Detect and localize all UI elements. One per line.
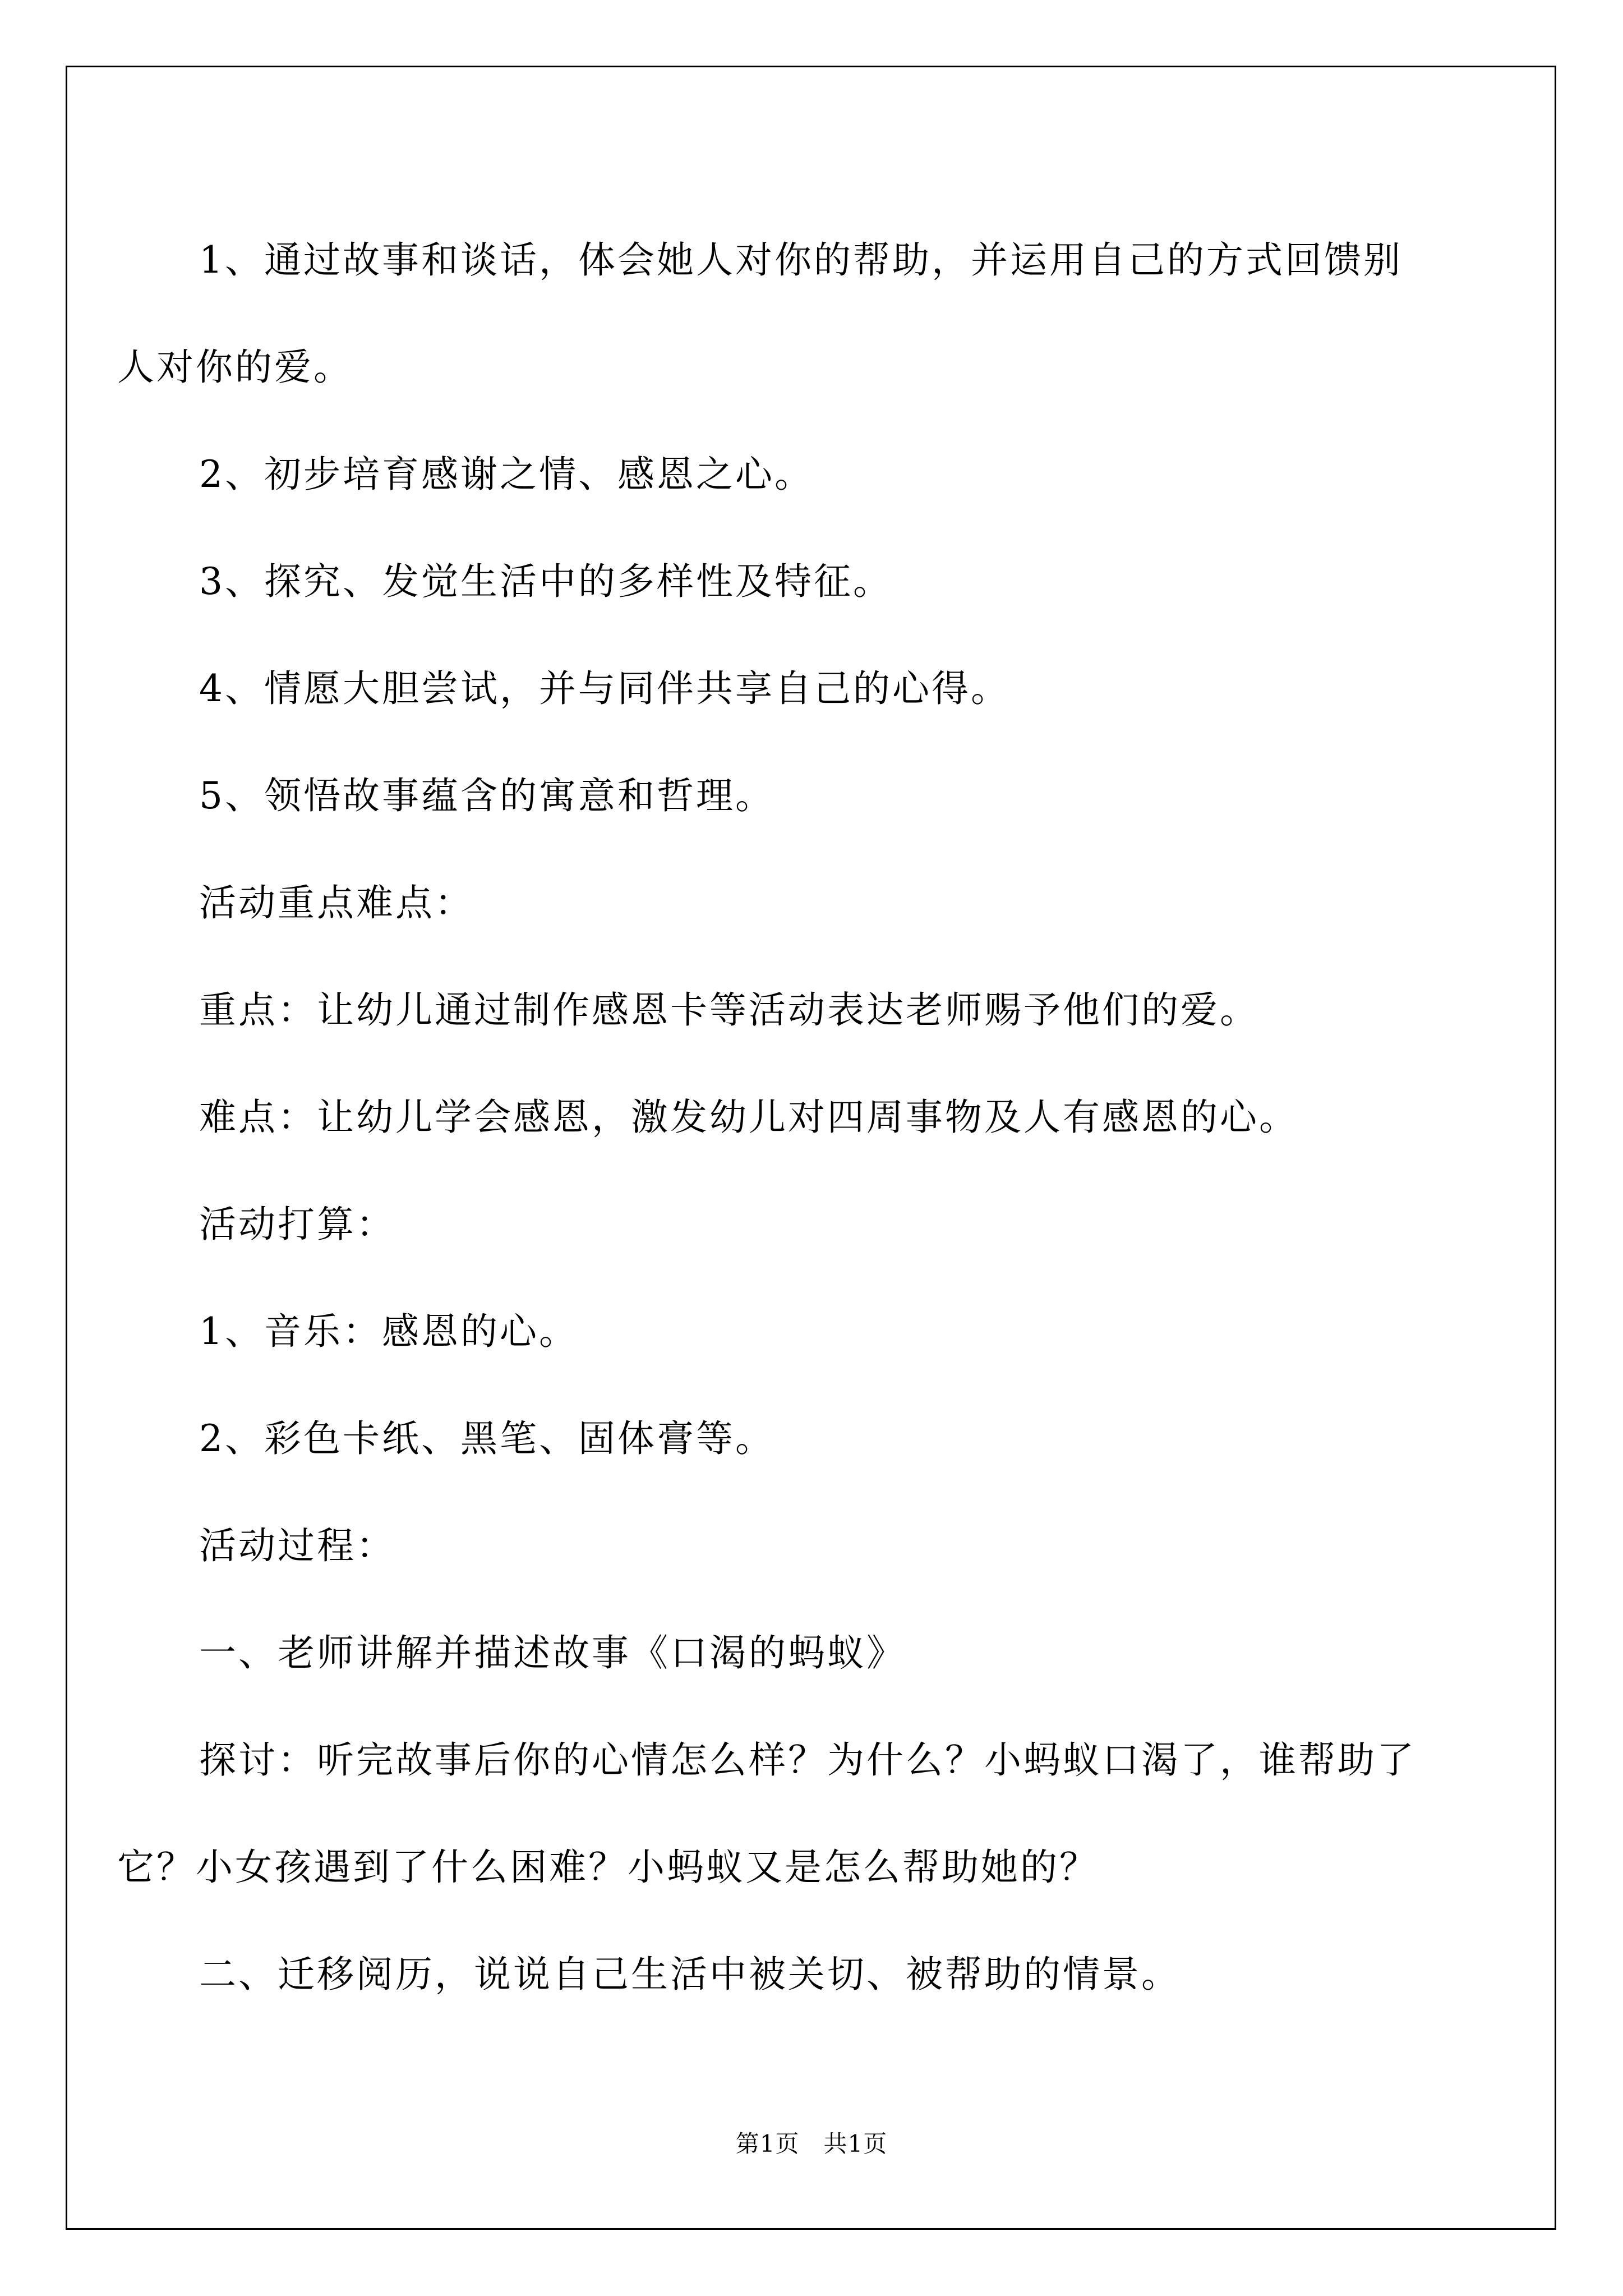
paragraph-difficulty: 难点：让幼儿学会感恩，激发幼儿对四周事物及人有感恩的心。 [199,1096,1298,1139]
paragraph-goal-1: 1、通过故事和谈话，体会她人对你的帮助，并运用自己的方式回馈别人对你的爱。 [117,238,1403,389]
heading-key-points: 活动重点难点： [199,881,474,924]
paragraph-goal-3: 3、探究、发觉生活中的多样性及特征。 [199,560,892,603]
paragraph-goal-4: 4、情愿大胆尝试，并与同伴共享自己的心得。 [199,667,1010,710]
paragraph-step-2: 二、迁移阅历，说说自己生活中被关切、被帮助的情景。 [199,1953,1181,1996]
page-footer: 第1页 共1页 [735,2130,888,2157]
paragraph-discussion: 探讨：听完故事后你的心情怎么样？为什么？小蚂蚁口渴了，谁帮助了它？小女孩遇到了什么困难？小蚂蚁又是怎么帮助她的？ [117,1738,1416,1889]
heading-process: 活动过程： [199,1524,395,1567]
paragraph-step-1: 一、老师讲解并描述故事《口渴的蚂蚁》 [199,1631,906,1674]
heading-preparation: 活动打算： [199,1203,395,1246]
paragraph-goal-2: 2、初步培育感谢之情、感恩之心。 [199,453,814,496]
paragraph-goal-5: 5、领悟故事蕴含的寓意和哲理。 [199,774,774,817]
paragraph-key-point: 重点：让幼儿通过制作感恩卡等活动表达老师赐予他们的爱。 [199,988,1259,1032]
paragraph-prep-1: 1、音乐：感恩的心。 [199,1310,578,1353]
paragraph-prep-2: 2、彩色卡纸、黑笔、固体膏等。 [199,1417,774,1460]
document-body [117,206,1427,2028]
